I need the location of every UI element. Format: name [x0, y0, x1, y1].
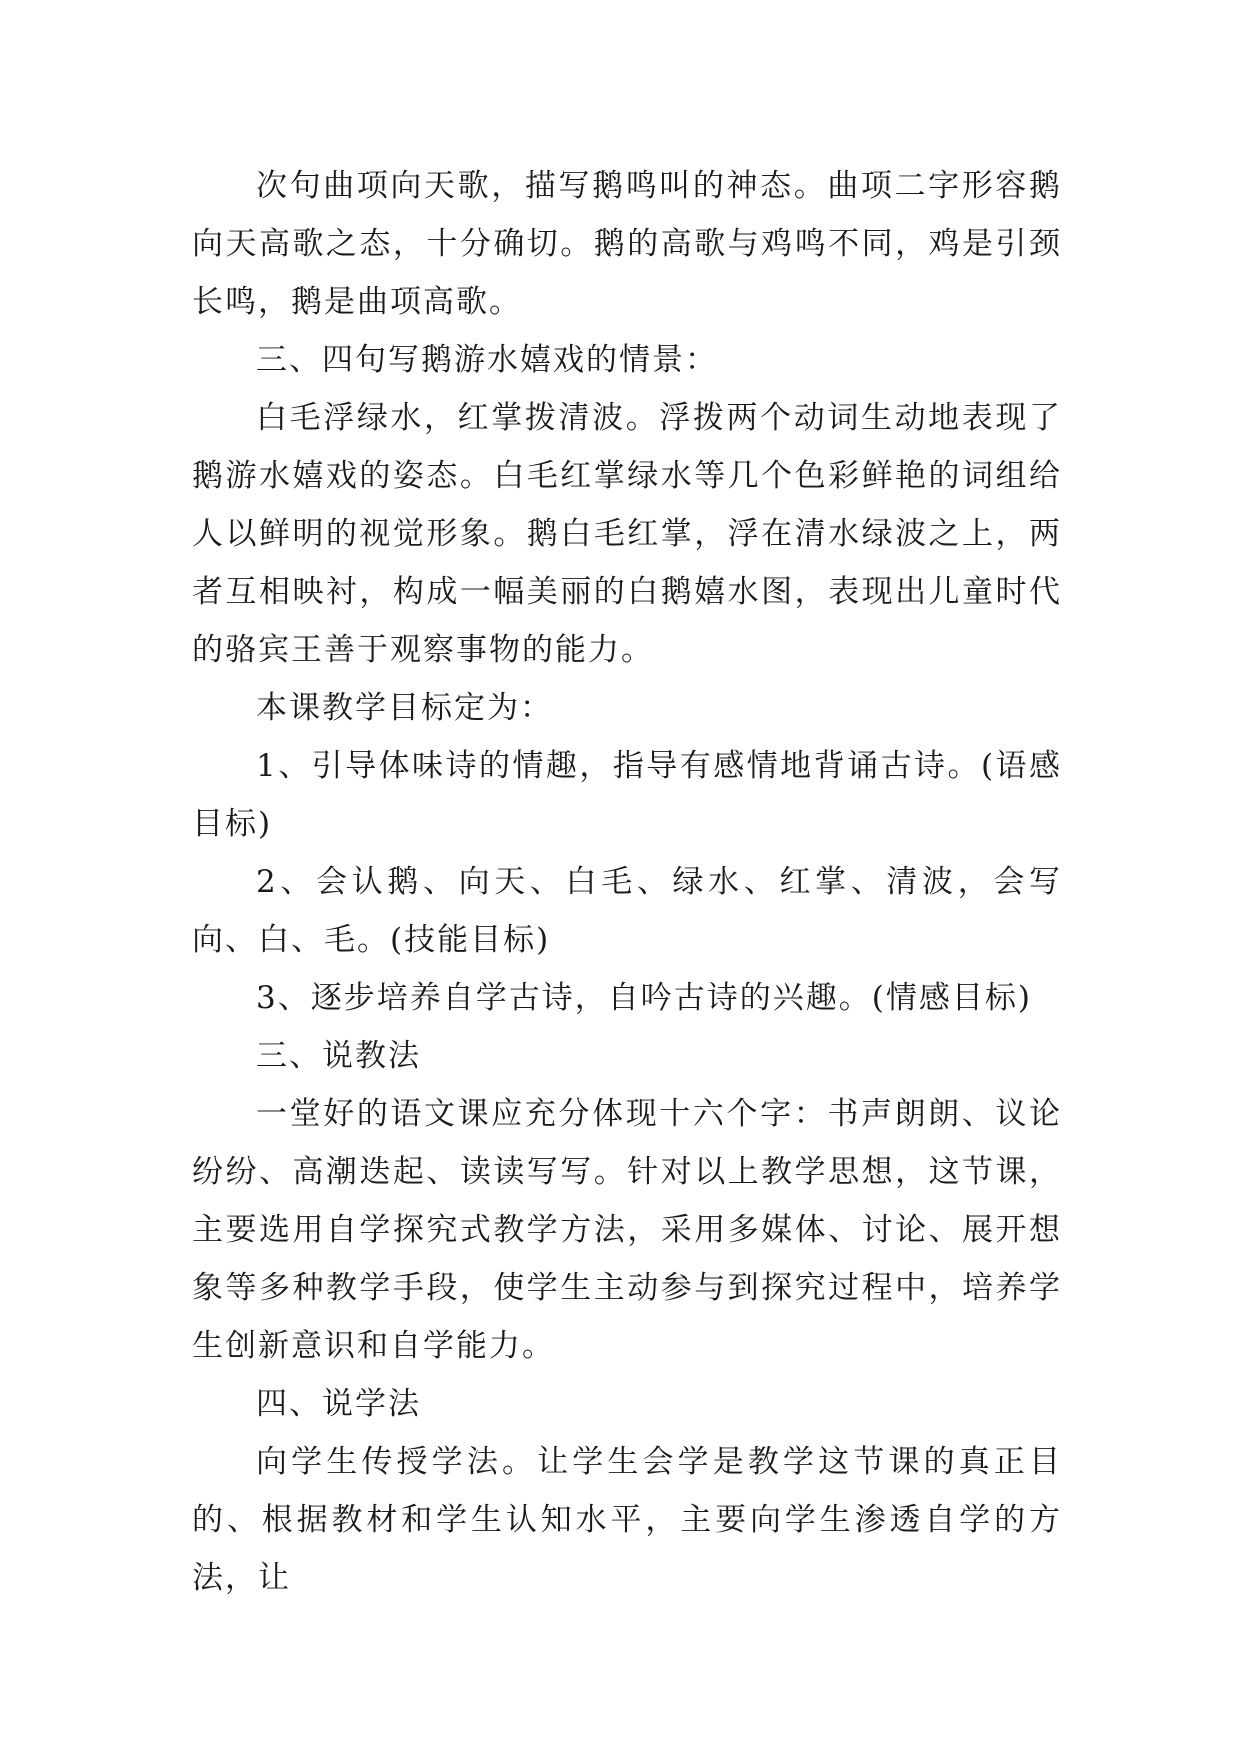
document-body: [192, 157, 1062, 1607]
paragraph-lines-three-four-heading: 三、四句写鹅游水嬉戏的情景：: [256, 342, 718, 378]
paragraph-crane-song: 次句曲项向天歌，描写鹅鸣叫的神态。曲项二字形容鹅向天高歌之态，十分确切。鹅的高歌与鸡鸣不同，鸡是引颈长鸣，鹅是曲项高歌。: [192, 168, 1062, 320]
paragraph-teaching-method: 一堂好的语文课应充分体现十六个字：书声朗朗、议论纷纷、高潮迭起、读读写写。针对以上教学思想，这节课，主要选用自学探究式教学方法，采用多媒体、讨论、展开想象等多种教学手段，使学生主动参与到探究过程中，培养学生创新意识和自学能力。: [192, 1096, 1062, 1364]
paragraph-objectives-heading: 本课教学目标定为：: [256, 690, 553, 726]
section-heading-learning-method: 四、说学法: [256, 1386, 421, 1422]
paragraph-objective-3: 3、逐步培养自学古诗，自吟古诗的兴趣。(情感目标): [256, 980, 1032, 1016]
section-heading-teaching-method: 三、说教法: [256, 1038, 421, 1074]
paragraph-swimming-goose: 白毛浮绿水，红掌拨清波。浮拨两个动词生动地表现了鹅游水嬉戏的姿态。白毛红掌绿水等几个色彩鲜艳的词组给人以鲜明的视觉形象。鹅白毛红掌，浮在清水绿波之上，两者互相映衬，构成一幅美丽的白鹅嬉水图，表现出儿童时代的骆宾王善于观察事物的能力。: [192, 400, 1062, 668]
paragraph-learning-method: 向学生传授学法。让学生会学是教学这节课的真正目的、根据教材和学生认知水平，主要向学生渗透自学的方法，让: [192, 1444, 1062, 1596]
paragraph-objective-2: 2、会认鹅、向天、白毛、绿水、红掌、清波，会写向、白、毛。(技能目标): [192, 864, 1062, 958]
paragraph-objective-1: 1、引导体味诗的情趣，指导有感情地背诵古诗。(语感目标): [192, 748, 1062, 842]
